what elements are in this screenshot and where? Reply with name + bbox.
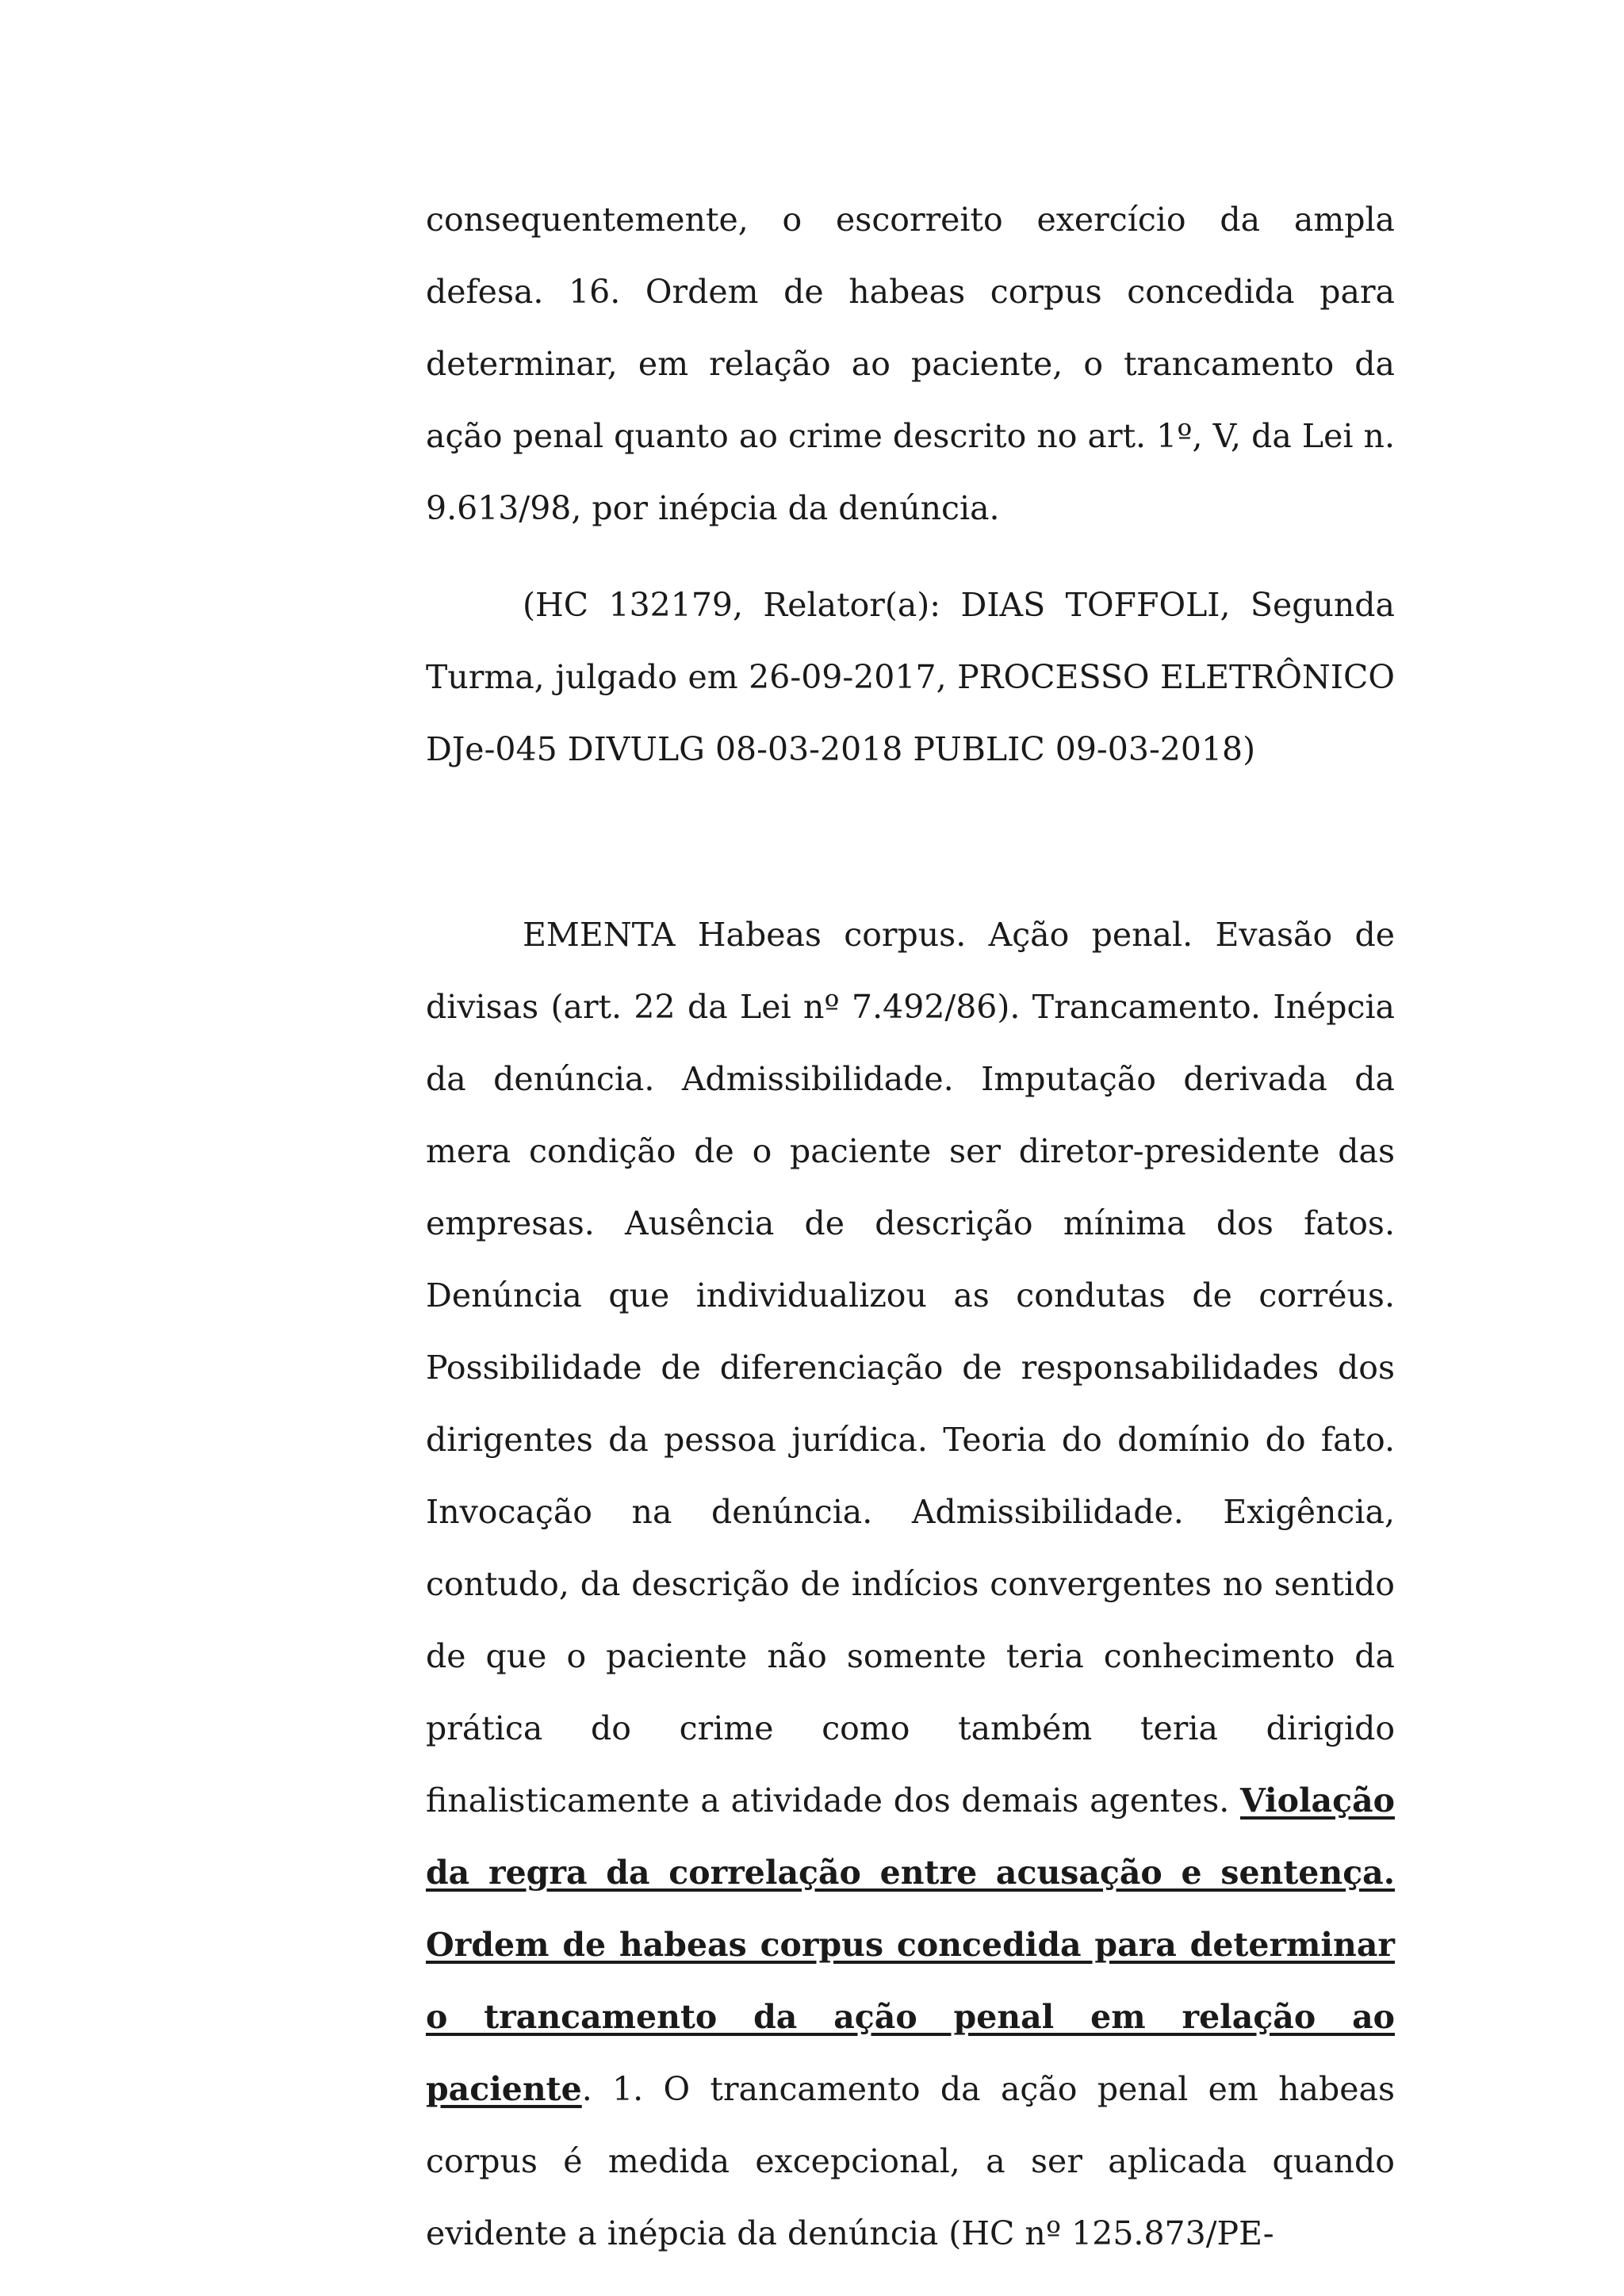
body-paragraph-ementa-continuation: consequentemente, o escorreito exercício da ampla defesa. 16. Ordem de habeas corpus concedida para determinar, em relação ao paciente, o trancamento da ação penal quanto ao crime descrito no art. 1º, V, da Lei n. 9.613/98, por inépcia da denúncia. bbox=[426, 201, 1395, 527]
citation-paragraph: (HC 132179, Relator(a): DIAS TOFFOLI, Segunda Turma, julgado em 26-09-2017, PROCESSO ELETRÔNICO DJe-045 DIVULG 08-03-2018 PUBLIC 09-03-2018) bbox=[426, 586, 1395, 768]
ementa-paragraph bbox=[426, 899, 1395, 2270]
ementa-tail-text: . 1. O trancamento da ação penal em habeas corpus é medida excepcional, a ser aplicada quando evidente a inépcia da denúncia (HC nº 125.873/PE- bbox=[426, 2070, 1395, 2252]
ementa-emphasis-text: Violação da regra da correlação entre acusação e sentença. Ordem de habeas corpus concedida para determinar o trancamento da ação penal em relação ao paciente bbox=[426, 1781, 1395, 2108]
ementa-intro-text: EMENTA Habeas corpus. Ação penal. Evasão de divisas (art. 22 da Lei nº 7.492/86). Trancamento. Inépcia da denúncia. Admissibilidade. Imputação derivada da mera condição de o paciente ser diretor-presidente das empresas. Ausência de descrição mínima dos fatos. Denúncia que individualizou as condutas de corréus. Possibilidade de diferenciação de responsabilidades dos dirigentes da pessoa jurídica. Teoria do domínio do fato. Invocação na denúncia. Admissibilidade. Exigência, contudo, da descrição de indícios convergentes no sentido de que o paciente não somente teria conhecimento da prática do crime como também teria dirigido finalisticamente a atividade dos demais agentes. bbox=[426, 916, 1395, 1820]
